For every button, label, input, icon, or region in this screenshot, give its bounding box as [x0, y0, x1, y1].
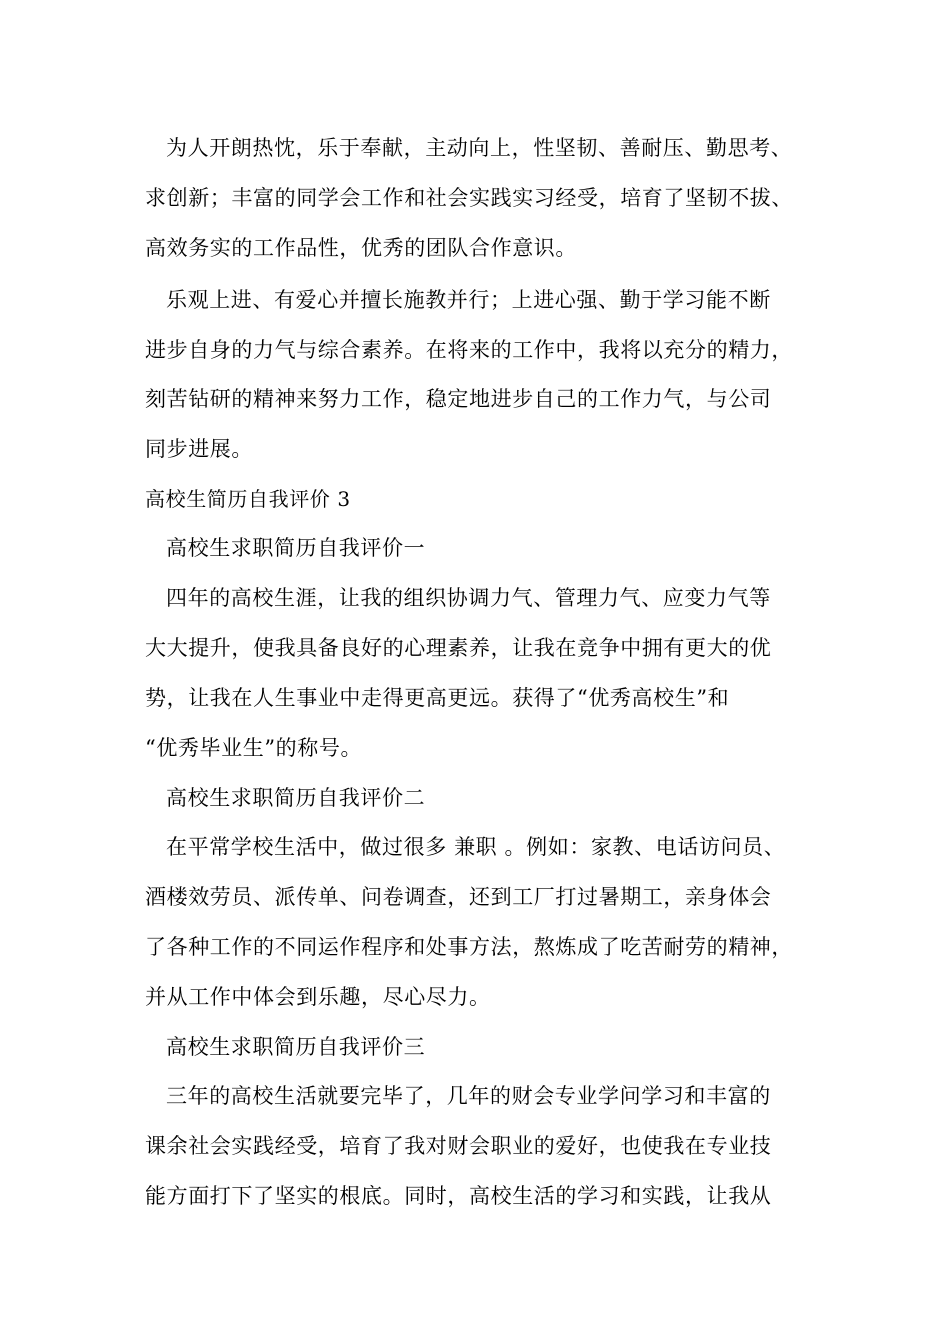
paragraph-line: 势，让我在人生事业中走得更高更远。获得了“优秀高校生”和	[145, 686, 730, 710]
paragraph-line: 同步进展。	[145, 437, 253, 461]
paragraph-line: 三年的高校生活就要完毕了，几年的财会专业学问学习和丰富的	[166, 1084, 771, 1108]
subsection-heading: 高校生求职简历自我评价二	[166, 786, 426, 810]
paragraph-line: 能方面打下了坚实的根底。同时，高校生活的学习和实践，让我从	[145, 1184, 772, 1208]
subsection-heading: 高校生求职简历自我评价三	[166, 1035, 426, 1059]
subsection-heading: 高校生求职简历自我评价一	[166, 536, 426, 560]
section-title: 高校生简历自我评价 3	[145, 487, 351, 511]
paragraph-line: 四年的高校生涯，让我的组织协调力气、管理力气、应变力气等	[166, 586, 771, 610]
paragraph-line: 为人开朗热忱，乐于奉献，主动向上，性坚韧、善耐压、勤思考、	[166, 136, 793, 160]
paragraph-line: 在平常学校生活中，做过很多 兼职 。例如：家教、电话访问员、	[166, 835, 786, 859]
paragraph-line: “优秀毕业生”的称号。	[145, 736, 363, 760]
paragraph-line: 刻苦钻研的精神来努力工作，稳定地进步自己的工作力气，与公司	[145, 387, 772, 411]
paragraph-line: 大大提升，使我具备良好的心理素养，让我在竞争中拥有更大的优	[145, 636, 772, 660]
paragraph-line: 求创新；丰富的同学会工作和社会实践实习经受，培育了坚韧不拔、	[145, 186, 793, 210]
paragraph-line: 进步自身的力气与综合素养。在将来的工作中，我将以充分的精力，	[145, 338, 793, 362]
paragraph-line: 并从工作中体会到乐趣，尽心尽力。	[145, 985, 491, 1009]
paragraph-line: 高效务实的工作品性，优秀的团队合作意识。	[145, 236, 577, 260]
paragraph-line: 了各种工作的不同运作程序和处事方法，熬炼成了吃苦耐劳的精神，	[145, 935, 793, 959]
paragraph-line: 乐观上进、有爱心并擅长施教并行；上进心强、勤于学习能不断	[166, 288, 771, 312]
paragraph-line: 酒楼效劳员、派传单、问卷调查，还到工厂打过暑期工，亲身体会	[145, 885, 772, 909]
paragraph-line: 课余社会实践经受，培育了我对财会职业的爱好，也使我在专业技	[145, 1134, 772, 1158]
